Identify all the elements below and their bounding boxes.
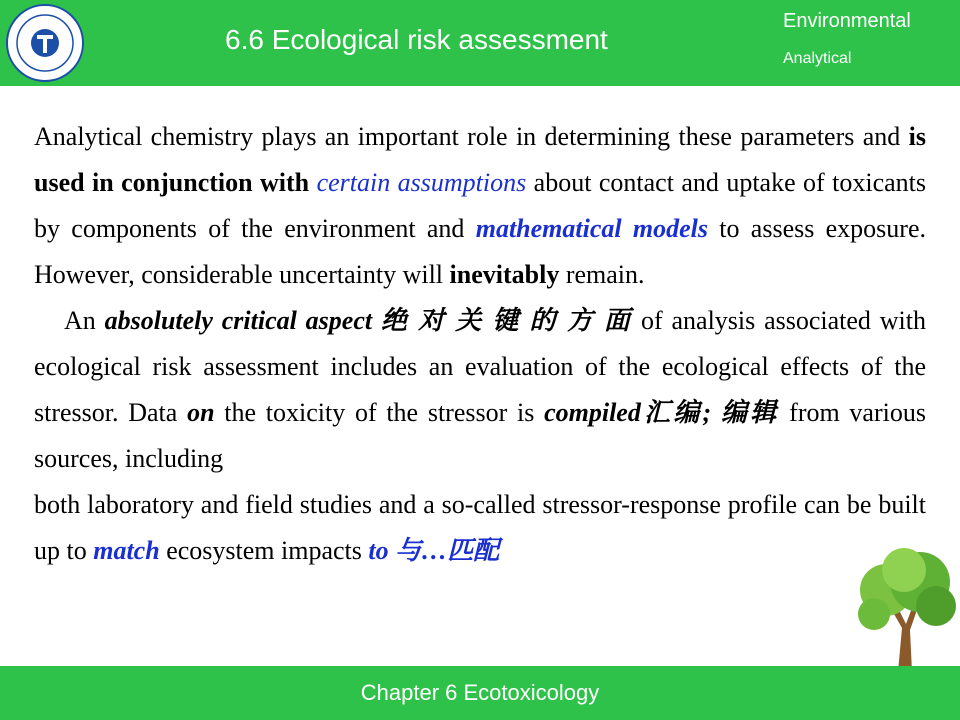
emphasis-match: match <box>93 536 160 565</box>
emphasis-mathematical-models: mathematical models <box>475 214 708 243</box>
footer-bar <box>0 666 960 720</box>
university-logo <box>0 0 90 86</box>
tree-illustration <box>848 548 960 672</box>
paragraph-2: An absolutely critical aspect 绝 对 关 键 的 方 面 of analysis associated with ecological risk assessment includes an evaluation of the ecological effects of the stressor. Data on the toxicity of the stressor is compiled汇编; 编辑 from various sources, including <box>34 306 926 473</box>
corner-label-environmental: Environmental <box>783 10 911 32</box>
corner-label-analytical: Analytical <box>783 50 852 67</box>
slide-body <box>34 114 926 574</box>
chapter-label: Chapter 6 Ecotoxicology <box>360 680 600 705</box>
emphasis-to-match: to 与…匹配 <box>368 536 500 565</box>
paragraph-1: Analytical chemistry plays an important role in determining these parameters and is used in conjunction with certain assumptions about contact and uptake of toxicants by components of the environment and mathematical models to assess exposure. However, considerable uncertainty will inevitably remain. <box>34 122 927 289</box>
header-bar <box>0 0 960 86</box>
paragraph-3: both laboratory and field studies and a so-called stressor-response profile can be built up to match ecosystem impacts to 与…匹配 <box>34 490 926 565</box>
emphasis-certain-assumptions: certain assumptions <box>316 168 527 197</box>
emphasis-critical-aspect: absolutely critical aspect 绝 对 关 键 的 方 面 <box>104 306 633 335</box>
emphasis-compiled: compiled汇编; 编辑 <box>544 398 780 427</box>
slide-title: 6.6 Ecological risk assessment <box>225 24 608 55</box>
